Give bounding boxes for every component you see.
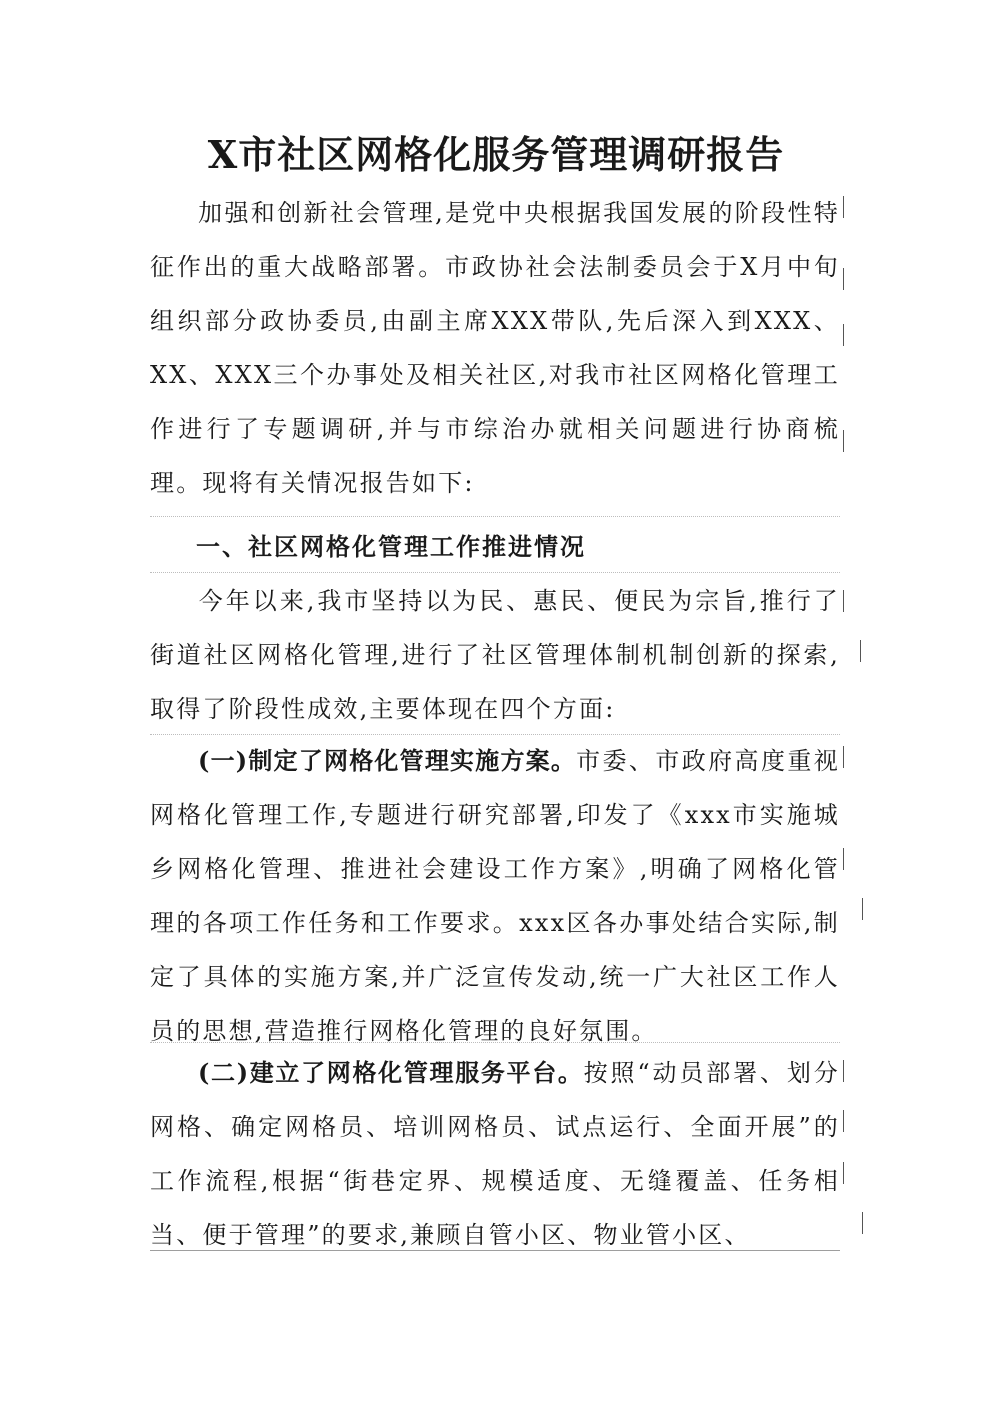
line-end-mark — [862, 1212, 863, 1234]
line-end-mark — [843, 1060, 844, 1082]
item1-body: 市委、市政府高度重视网格化管理工作,专题进行研究部署,印发了《xxx市实施城乡网格化管理、推进社会建设工作方案》,明确了网格化管理的各项工作任务和工作要求。xxx区各办事处结合实际,制定了具体的实施方案,并广泛宣传发动,统一广大社区工作人员的思想,营造推行网格化管理的良好氛围。 — [150, 747, 840, 1045]
section1-paragraph — [150, 574, 840, 736]
paragraph-divider — [150, 572, 840, 573]
line-end-mark — [843, 430, 844, 452]
line-end-mark — [843, 1162, 844, 1184]
line-end-mark — [843, 324, 844, 346]
paragraph-divider — [150, 1042, 840, 1043]
line-end-mark — [860, 640, 861, 662]
line-end-mark — [843, 1110, 844, 1132]
item2-lead: (二)建立了网格化管理服务平台。 — [198, 1058, 584, 1087]
line-end-mark — [843, 196, 844, 218]
paragraph-divider — [150, 516, 840, 517]
intro-paragraph — [150, 186, 840, 510]
page-bottom-rule — [150, 1250, 840, 1251]
item1-lead: (一)制定了网格化管理实施方案。 — [198, 746, 577, 775]
line-end-mark — [862, 898, 863, 920]
line-end-mark — [843, 848, 844, 870]
item1-paragraph — [150, 734, 840, 1045]
section1-paragraph-text: 今年以来,我市坚持以为民、惠民、便民为宗旨,推行了街道社区网格化管理,进行了社区管理体制机制创新的探索,取得了阶段性成效,主要体现在四个方面: — [150, 587, 840, 723]
section-heading: 一、社区网格化管理工作推进情况 — [196, 532, 586, 561]
line-end-mark — [843, 268, 844, 290]
line-end-mark — [843, 746, 844, 768]
intro-paragraph-text: 加强和创新社会管理,是党中央根据我国发展的阶段性特征作出的重大战略部署。市政协社会法制委员会于X月中旬组织部分政协委员,由副主席XXX带队,先后深入到XXX、XX、XXX三个办事处及相关社区,对我市社区网格化管理工作进行了专题调研,并与市综治办就相关问题进行协商梳理。现将有关情况报告如下: — [150, 199, 840, 497]
line-end-mark — [843, 590, 844, 612]
item2-paragraph — [150, 1046, 840, 1262]
document-title: X市社区网格化服务管理调研报告 — [207, 132, 785, 177]
item2-body: 按照“动员部署、划分网格、确定网格员、培训网格员、试点运行、全面开展”的工作流程,根据“街巷定界、规模适度、无缝覆盖、任务相当、便于管理”的要求,兼顾自管小区、物业管小区、 — [150, 1059, 840, 1249]
